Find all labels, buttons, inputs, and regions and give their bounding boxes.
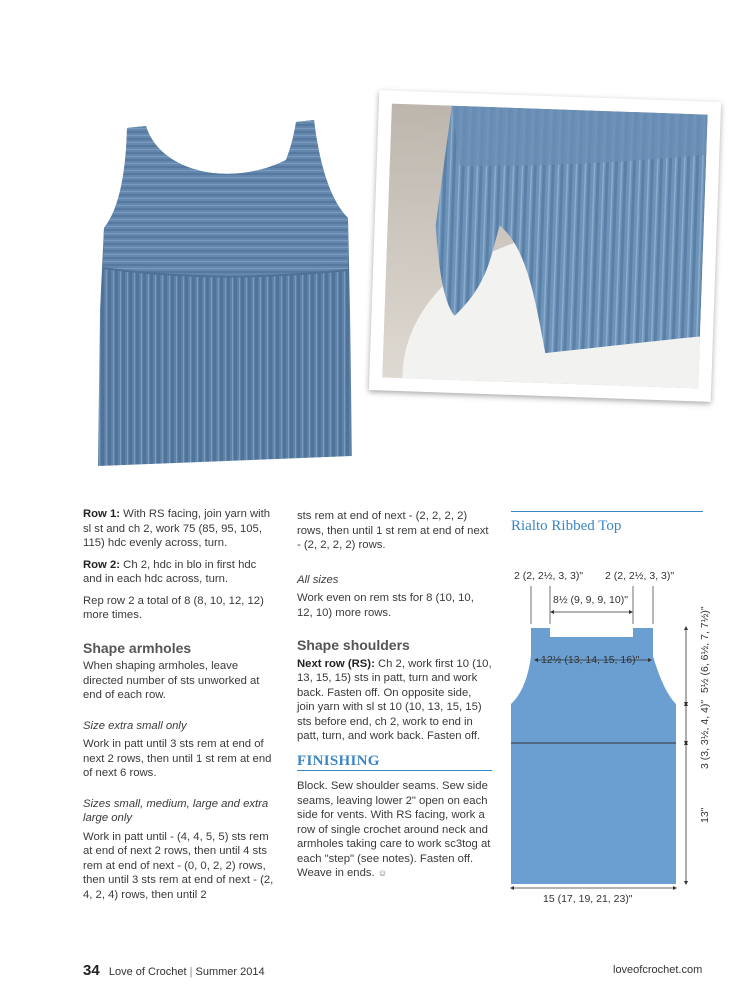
schematic-title: Rialto Ribbed Top <box>511 511 703 535</box>
bottom-width-label: 15 (17, 19, 21, 23)" <box>543 893 633 905</box>
all-sizes-text: Work even on rem sts for 8 (10, 10, 12, 10) more rows. <box>297 592 474 619</box>
shape-shoulders-heading: Shape shoulders <box>297 637 410 653</box>
row2-label: Row 2: <box>83 558 121 571</box>
yoke-width-label: 12½ (13, 14, 15, 16)" <box>541 654 640 666</box>
body-length-label: 13" <box>699 807 711 823</box>
instructions-column-1 <box>83 507 278 909</box>
sml-heading: Sizes small, medium, large and extra large only <box>83 797 269 824</box>
finishing-text: Block. Sew shoulder seams. Sew side seams, leaving lower 2" open on each side for vents. With RS facing, work a row of single crochet around neck and armholes taking care to work sc3tog at each "step" (see notes). Fasten off. Weave in ends. <box>297 780 491 879</box>
row1-text: With RS facing, join yarn with sl st and ch 2, work 75 (85, 95, 105, 115) hdc evenly across, turn. <box>83 508 271 549</box>
armhole-depth-label: 3 (3, 3½, 4, 4)" <box>699 699 711 769</box>
issue-name: Summer 2014 <box>195 966 265 978</box>
all-sizes-heading: All sizes <box>297 573 339 586</box>
xs-heading: Size extra small only <box>83 719 187 732</box>
garment-shape <box>511 628 676 884</box>
page-footer-left: 34 Love of Crochet | Summer 2014 <box>83 962 265 979</box>
row2-text: Ch 2, hdc in blo in first hdc and in each hdc across, turn. <box>83 558 257 585</box>
next-row-text: Ch 2, work first 10 (10, 13, 15, 15) sts in patt, turn and work back. Fasten off. On opposite side, join yarn with sl st 10 (10, 13, 15, 15) sts before end, ch 2, work to end in patt, turn, and work back. Fasten off. <box>297 657 492 742</box>
neck-depth-label: 5½ (6, 6½, 7, 7½)" <box>699 606 711 693</box>
row1-label: Row 1: <box>83 508 121 520</box>
shoulder-left-label: 2 (2, 2½, 3, 3)" <box>514 570 584 582</box>
page-number: 34 <box>83 962 100 979</box>
next-row-label: Next row (RS): <box>297 657 375 670</box>
tank-top-photo <box>80 110 380 470</box>
schematic-diagram <box>500 580 720 910</box>
shoulder-right-label: 2 (2, 2½, 3, 3)" <box>605 570 675 582</box>
crochet-end-icon: ☺ <box>377 868 388 878</box>
vent-detail-photo <box>369 90 721 402</box>
continued-text: sts rem at end of next - (2, 2, 2, 2) rows, then until 1 st rem at end of next - (2, 2, 2, 2) rows. <box>297 510 489 551</box>
magazine-name: Love of Crochet <box>108 966 187 978</box>
xs-text: Work in patt until 3 sts rem at end of next 2 rows, then until 1 st rem at end of next 6 rows. <box>83 738 272 779</box>
website-label: loveofcrochet.com <box>613 964 703 976</box>
sml-text: Work in patt until - (4, 4, 5, 5) sts rem at end of next 2 rows, then until 4 sts rem at end of next - (0, 0, 2, 2) rows, then until 3 sts rem at end of next - (2, 4, 2, 4) rows, then until 2 <box>83 830 274 901</box>
neck-width-label: 8½ (9, 9, 9, 10)" <box>553 594 628 606</box>
shape-armholes-heading: Shape armholes <box>83 639 192 656</box>
shape-armholes-text: When shaping armholes, leave directed number of sts unworked at end of each row. <box>83 660 260 701</box>
repeat-text: Rep row 2 a total of 8 (8, 10, 12, 12) more times. <box>83 594 264 621</box>
finishing-heading: FINISHING <box>297 754 492 772</box>
instructions-column-2 <box>297 509 492 888</box>
